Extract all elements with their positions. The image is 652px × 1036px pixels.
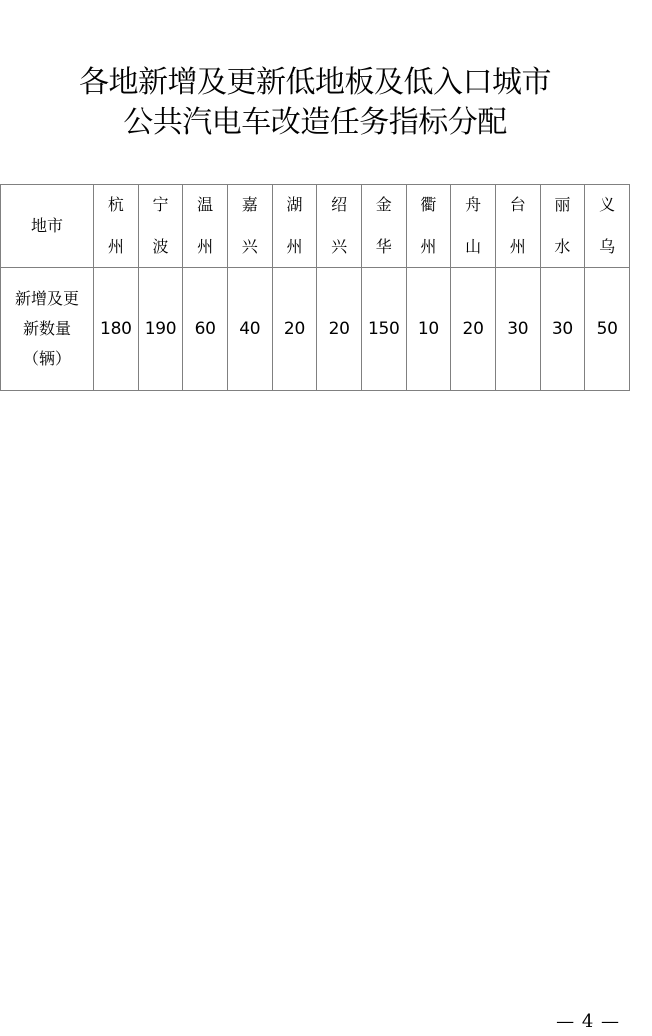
city-name-char: 兴 [331, 237, 348, 256]
city-name-char: 湖 [286, 195, 303, 214]
city-name-char: 山 [465, 237, 482, 256]
quantity-cell [183, 268, 228, 391]
city-header-row [1, 185, 630, 268]
city-name-char: 舟 [465, 195, 482, 214]
quantity-cell [227, 268, 272, 391]
city-name-char: 乌 [599, 237, 616, 256]
quantity-cell [406, 268, 451, 391]
quantity-cell [272, 268, 317, 391]
city-name-char: 丽 [554, 195, 571, 214]
quantity-unit: （辆） [22, 349, 71, 368]
city-name-char: 温 [197, 195, 214, 214]
quantity-cell [138, 268, 183, 391]
city-name-char: 州 [197, 237, 214, 256]
quantity-cell [94, 268, 139, 391]
city-name-char: 宁 [152, 195, 169, 214]
city-cell-taizhou [495, 185, 540, 268]
quantity-value: 180 [100, 319, 132, 339]
city-name-char: 杭 [107, 195, 124, 214]
quantity-cell [317, 268, 362, 391]
city-cell-lishui [540, 185, 585, 268]
quantity-value: 20 [328, 319, 350, 339]
city-name-char: 衢 [420, 195, 437, 214]
quantity-value: 30 [551, 319, 573, 339]
quantity-cell [451, 268, 496, 391]
city-name-char: 波 [152, 237, 169, 256]
city-cell-shaoxing [317, 185, 362, 268]
quantity-value: 10 [417, 319, 439, 339]
city-name-char: 台 [509, 195, 526, 214]
quantity-cell [495, 268, 540, 391]
city-name-char: 州 [420, 237, 437, 256]
city-header-label-cell [1, 185, 94, 268]
city-header-label: 地市 [30, 216, 63, 235]
page-number: — 4 — [556, 1011, 620, 1032]
quantity-cell [361, 268, 406, 391]
quantity-value: 40 [239, 319, 261, 339]
quantity-row [1, 268, 630, 391]
quantity-value: 190 [144, 319, 177, 339]
city-cell-huzhou [272, 185, 317, 268]
city-cell-ningbo [138, 185, 183, 268]
city-name-char: 嘉 [241, 195, 258, 214]
city-name-char: 义 [599, 195, 616, 214]
document-title-line-1: 各地新增及更新低地板及低入口城市 [79, 65, 551, 100]
quantity-value: 20 [283, 319, 305, 339]
quantity-value: 150 [367, 319, 400, 339]
city-name-char: 水 [554, 237, 571, 256]
quantity-label-cell [1, 268, 94, 391]
city-cell-quzhou [406, 185, 451, 268]
document-title-line-2: 公共汽电车改造任务指标分配 [123, 105, 507, 140]
city-cell-wenzhou [183, 185, 228, 268]
city-name-char: 华 [375, 237, 392, 256]
city-cell-zhoushan [451, 185, 496, 268]
quantity-cell [585, 268, 630, 391]
city-cell-hangzhou [94, 185, 139, 268]
city-name-char: 州 [509, 237, 526, 256]
city-cell-jinhua [361, 185, 406, 268]
city-name-char: 兴 [241, 237, 258, 256]
quantity-label-line: 新增及更 [14, 289, 79, 308]
quantity-label-line: 新数量 [22, 319, 71, 338]
quantity-value: 50 [596, 319, 618, 339]
quantity-value: 30 [507, 319, 529, 339]
city-name-char: 绍 [331, 195, 348, 214]
city-cell-yiwu [585, 185, 630, 268]
quantity-value: 20 [462, 319, 484, 339]
city-name-char: 州 [107, 237, 124, 256]
city-name-char: 州 [286, 237, 303, 256]
quantity-value: 60 [194, 319, 216, 339]
allocation-table [0, 184, 630, 391]
city-cell-jiaxing [227, 185, 272, 268]
quantity-label [9, 289, 85, 369]
city-name-char: 金 [375, 195, 392, 214]
quantity-cell [540, 268, 585, 391]
